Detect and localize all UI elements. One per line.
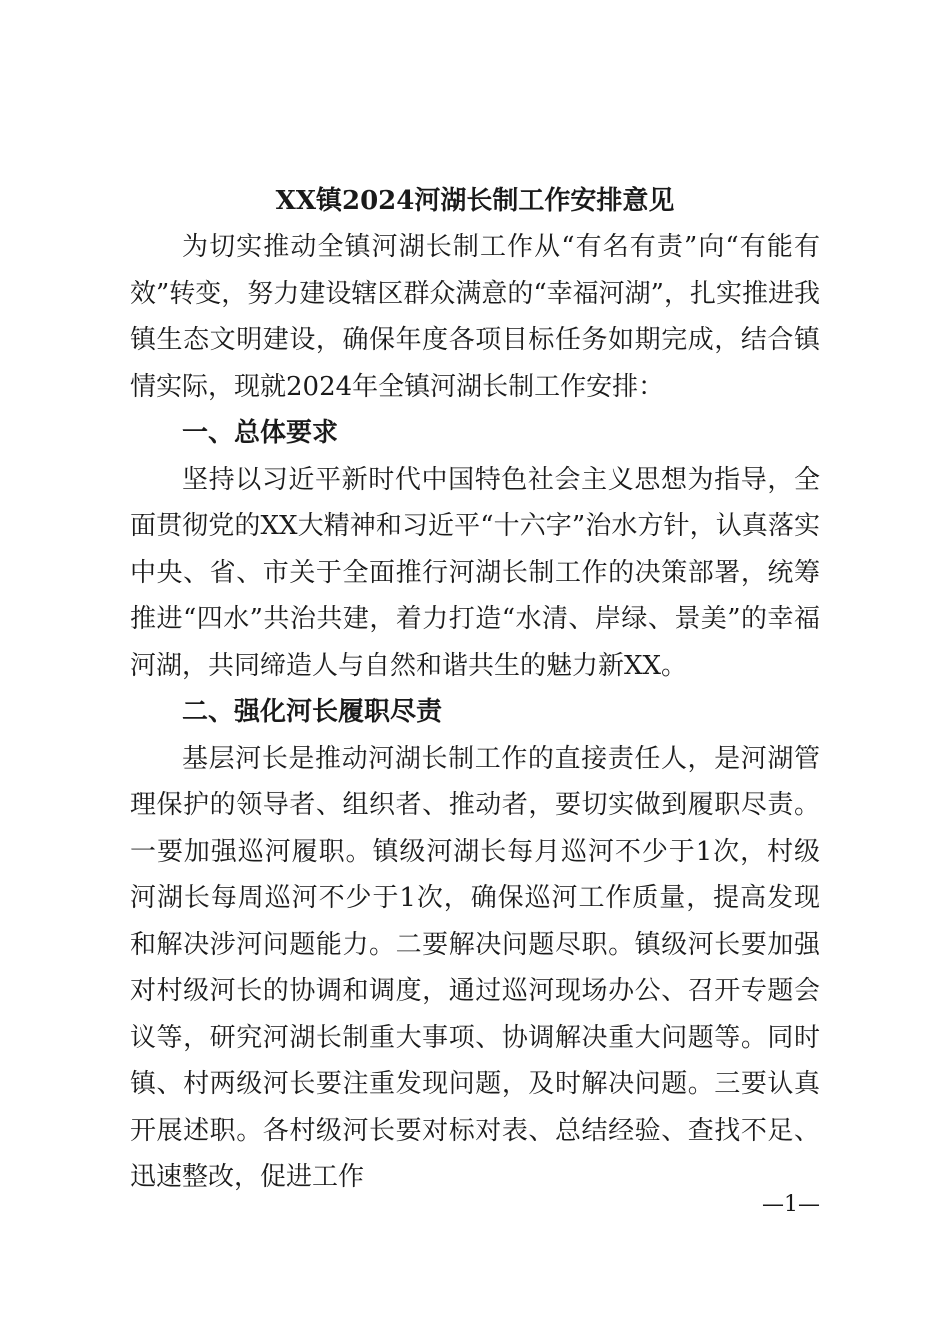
intro-paragraph: 为切实推动全镇河湖长制工作从“有名有责”向“有能有效”转变，努力建设辖区群众满意的“幸福河湖”，扎实推进我镇生态文明建设，确保年度各项目标任务如期完成，结合镇情实际，现就2024年全镇河湖长制工作安排： <box>130 232 820 402</box>
section-heading-1: 一、总体要求 <box>182 418 339 448</box>
section-paragraph-1: 坚持以习近平新时代中国特色社会主义思想为指导，全面贯彻党的XX大精神和习近平“十六字”治水方针，认真落实中央、省、市关于全面推行河湖长制工作的决策部署，统筹推进“四水”共治共建，着力打造“水清、岸绿、景美”的幸福河湖，共同缔造人与自然和谐共生的魅力新XX。 <box>130 464 820 681</box>
section-paragraph-2: 基层河长是推动河湖长制工作的直接责任人，是河湖管理保护的领导者、组织者、推动者，要切实做到履职尽责。一要加强巡河履职。镇级河湖长每月巡河不少于1次，村级河湖长每周巡河不少于1次，确保巡河工作质量，提高发现和解决涉河问题能力。二要解决问题尽职。镇级河长要加强对村级河长的协调和调度，通过巡河现场办公、召开专题会议等，研究河湖长制重大事项、协调解决重大问题等。同时镇、村两级河长要注重发现问题，及时解决问题。三要认真开展述职。各村级河长要对标对表、总结经验、查找不足、迅速整改，促进工作 <box>130 743 820 1192</box>
document-title: XX镇2024河湖长制工作安排意见 <box>275 186 675 216</box>
section-heading-2: 二、强化河长履职尽责 <box>182 697 443 727</box>
document-body <box>130 224 820 1201</box>
page-number: —1— <box>762 1192 820 1217</box>
